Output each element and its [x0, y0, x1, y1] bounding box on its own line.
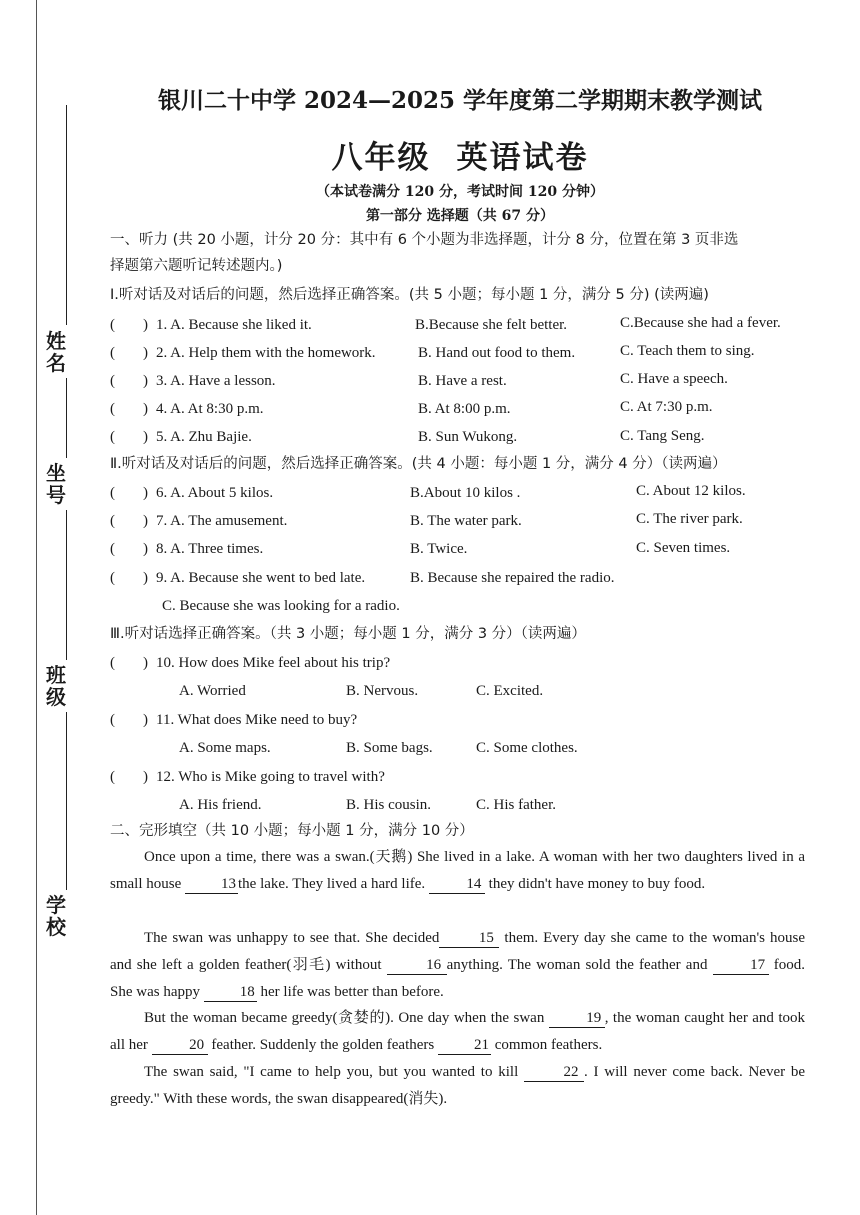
answer-paren-close: ) [143, 655, 148, 671]
cloze-text: , the woman caught her and took all her [110, 1010, 805, 1053]
subject-label: 英语试卷 [456, 140, 589, 176]
question-stem: 3. A. Have a lesson. [156, 373, 276, 389]
question-stem: 10. How does Mike feel about his trip? [156, 655, 391, 671]
option-c: C. The river park. [636, 511, 743, 527]
option-b: B. Some bags. [346, 740, 433, 756]
exam-subtitle [110, 132, 810, 177]
cloze-text: The swan was unhappy to see that. She decided [144, 930, 440, 946]
answer-paren: ( [110, 712, 115, 728]
option-c: C. His father. [476, 797, 556, 813]
answer-paren-close: ) [143, 541, 148, 557]
answer-paren: ( [110, 541, 115, 557]
answer-paren: ( [110, 429, 115, 445]
answer-paren: ( [110, 317, 115, 333]
option-c: C. About 12 kilos. [636, 483, 746, 499]
blank-21: 21 [438, 1036, 491, 1055]
cloze-text: they didn't have money to buy food. [484, 875, 706, 892]
binding-border-line [36, 0, 37, 1215]
cloze-text: . I will never come back. Never be greedy." With these words, the swan disappeared(消失). [110, 1064, 806, 1107]
option-c: C. Because she was looking for a radio. [162, 598, 400, 614]
name-label: 姓名 [46, 329, 66, 375]
answer-paren: ( [110, 655, 115, 671]
option-c: C. Teach them to sing. [620, 343, 755, 359]
grade-label: 八年级 [331, 140, 431, 176]
question-stem: 8. A. Three times. [156, 541, 264, 557]
question-stem: 9. A. Because she went to bed late. [156, 570, 366, 586]
blank-13: 13 [185, 875, 238, 894]
option-b: B. Nervous. [346, 683, 419, 699]
option-b: B. Twice. [410, 541, 468, 557]
cloze-paragraph-4 [110, 1059, 805, 1113]
cloze-text: But the woman became greedy(贪婪的). One day when the swan [144, 1010, 549, 1026]
option-a: A. Worried [179, 683, 246, 699]
question-stem: 1. A. Because she liked it. [156, 317, 312, 333]
listening-heading: 一、听力 (共 20 小题，计分 20 分：其中有 6 个小题为非选择题，计分 8 分，位置在第 3 页非选 [110, 232, 739, 248]
section-1-heading: I.听对话及对话后的问题，然后选择正确答案。(共 5 小题；每小题 1 分，满分 5 分) (读两遍) [110, 287, 709, 303]
seat-label: 坐号 [46, 461, 66, 507]
answer-paren-close: ) [143, 570, 148, 586]
answer-paren: ( [110, 373, 115, 389]
option-b: B. Sun Wukong. [418, 429, 518, 445]
option-b: B.Because she felt better. [415, 317, 568, 333]
question-stem: 5. A. Zhu Bajie. [156, 429, 252, 445]
option-b: B. At 8:00 p.m. [418, 401, 511, 417]
class-label: 班级 [46, 663, 66, 709]
answer-paren-close: ) [143, 317, 148, 333]
exam-title: 银川二十中学 2024—2025 学年度第二学期期末教学测试 [157, 87, 763, 114]
answer-paren-close: ) [143, 712, 148, 728]
answer-paren-close: ) [143, 485, 148, 501]
cloze-paragraph-1 [110, 844, 805, 898]
answer-paren-close: ) [143, 345, 148, 361]
option-c: C.Because she had a fever. [620, 315, 781, 331]
school-line [66, 712, 67, 890]
blank-18: 18 [204, 983, 257, 1002]
answer-paren: ( [110, 513, 115, 529]
answer-paren: ( [110, 769, 115, 785]
option-c: C. Tang Seng. [620, 428, 705, 444]
answer-paren-close: ) [143, 769, 148, 785]
blank-22: 22 [524, 1063, 584, 1082]
school-label: 学校 [46, 893, 66, 939]
exam-note: （本试卷满分 120 分，考试时间 120 分钟） [316, 184, 604, 200]
class-line [66, 510, 67, 660]
blank-15: 15 [439, 929, 499, 948]
option-a: A. Some maps. [179, 740, 271, 756]
option-b: B. The water park. [410, 513, 522, 529]
question-stem: 2. A. Help them with the homework. [156, 345, 376, 361]
question-stem: 7. A. The amusement. [156, 513, 288, 529]
option-b: B. Because she repaired the radio. [410, 570, 615, 586]
option-b: B. Have a rest. [418, 373, 507, 389]
blank-19: 19 [549, 1009, 605, 1028]
blank-16: 16 [387, 956, 447, 975]
section-3-heading: Ⅲ.听对话选择正确答案。（共 3 小题；每小题 1 分，满分 3 分）（读两遍） [110, 626, 586, 642]
answer-paren-close: ) [143, 429, 148, 445]
option-b: B. Hand out food to them. [418, 345, 576, 361]
cloze-paragraph-3 [110, 1005, 805, 1059]
answer-paren: ( [110, 345, 115, 361]
question-stem: 4. A. At 8:30 p.m. [156, 401, 264, 417]
seat-line [66, 378, 67, 458]
question-stem: 6. A. About 5 kilos. [156, 485, 274, 501]
question-stem: 11. What does Mike need to buy? [156, 712, 358, 728]
answer-paren-close: ) [143, 373, 148, 389]
cloze-text: The swan said, "I came to help you, but you wanted to kill [144, 1064, 524, 1080]
option-b: B. His cousin. [346, 797, 432, 813]
question-stem: 12. Who is Mike going to travel with? [156, 769, 385, 785]
cloze-text: food. She was happy [110, 956, 805, 1000]
cloze-text: the lake. They lived a hard life. [238, 875, 429, 892]
option-c: C. Have a speech. [620, 371, 728, 387]
option-c: C. Excited. [476, 683, 544, 699]
blank-20: 20 [152, 1036, 208, 1055]
blank-14: 14 [429, 875, 485, 894]
cloze-heading: 二、完形填空（共 10 小题；每小题 1 分，满分 10 分） [110, 823, 474, 839]
part1-heading: 第一部分 选择题（共 67 分） [365, 208, 555, 224]
answer-paren: ( [110, 485, 115, 501]
answer-paren: ( [110, 570, 115, 586]
cloze-paragraph-2 [110, 925, 805, 1005]
name-line [66, 105, 67, 325]
section-2-heading: Ⅱ.听对话及对话后的问题，然后选择正确答案。(共 4 小题：每小题 1 分，满分 4 分）（读两遍） [110, 456, 727, 472]
cloze-text: Once upon a time, there was a swan.(天鹅) She lived in a lake. A woman with her two daughters lived in a small house [110, 849, 805, 892]
answer-paren-close: ) [143, 513, 148, 529]
answer-paren-close: ) [143, 401, 148, 417]
listening-heading-cont: 择题第六题听记转述题内。) [110, 258, 283, 274]
option-c: C. Some clothes. [476, 740, 578, 756]
option-c: C. Seven times. [636, 540, 731, 556]
cloze-text: them. Every day she came to the woman's house and she left a golden feather(羽毛) without [110, 930, 805, 973]
option-a: A. His friend. [179, 797, 262, 813]
option-c: C. At 7:30 p.m. [620, 399, 713, 415]
cloze-text: anything. The woman sold the feather and [446, 956, 713, 973]
cloze-text: common feathers. [491, 1036, 603, 1053]
cloze-text: her life was better than before. [256, 983, 444, 1000]
option-b: B.About 10 kilos . [410, 485, 521, 501]
answer-paren: ( [110, 401, 115, 417]
cloze-text: feather. Suddenly the golden feathers [207, 1036, 438, 1053]
blank-17: 17 [713, 956, 769, 975]
